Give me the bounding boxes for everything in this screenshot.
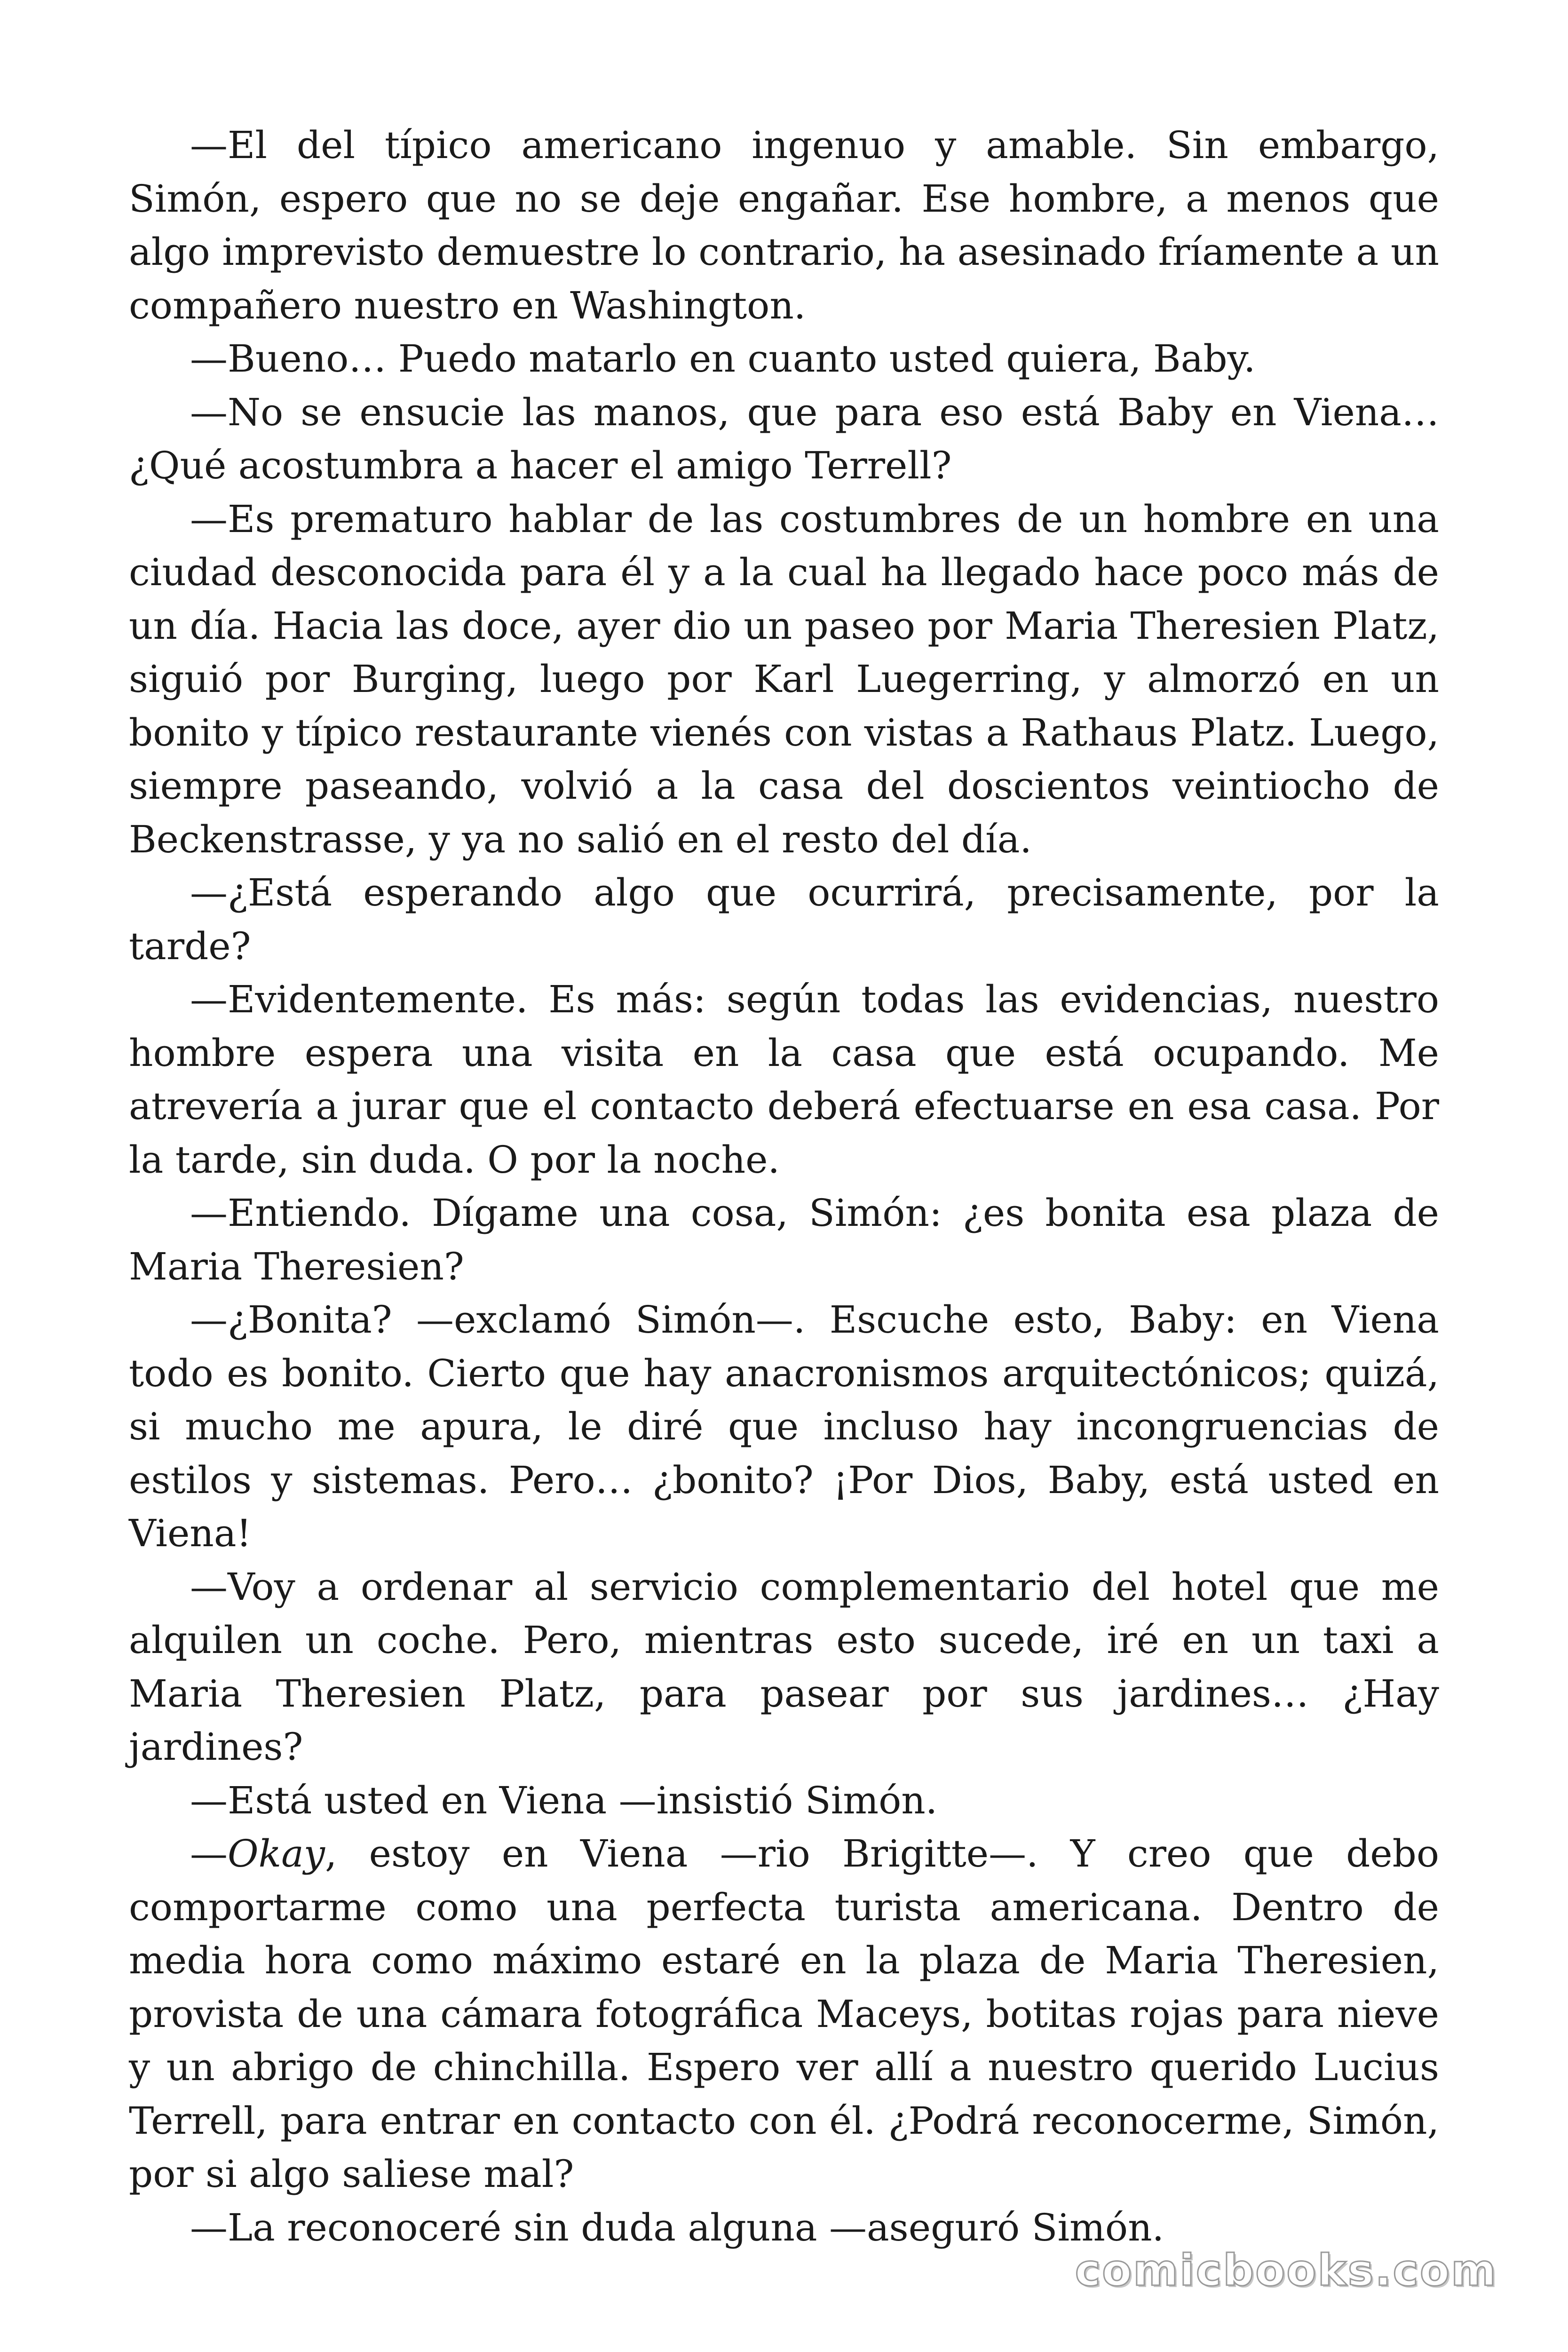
paragraph-7: —Entiendo. Dígame una cosa, Simón: ¿es bonita esa plaza de Maria Theresien? [129,1191,1439,1288]
paragraph-11 [129,1827,1439,2201]
page-body [129,119,1439,2254]
paragraph-1: —El del típico americano ingenuo y amable. Sin embargo, Simón, espero que no se deje engañar. Ese hombre, a menos que algo imprevisto demuestre lo contrario, ha asesinado fríamente a un compañero nuestro en Washington. [129,123,1439,327]
paragraph-11-dash: — [190,1832,228,1875]
paragraph-4: —Es prematuro hablar de las costumbres de un hombre en una ciudad desconocida para él y a la cual ha llegado hace poco más de un día. Hacia las doce, ayer dio un paseo por Maria Theresien Platz, siguió por Burging, luego por Karl Luegerring, y almorzó en un bonito y típico restaurante vienés con vistas a Rathaus Platz. Luego, siempre paseando, volvió a la casa del doscientos veintiocho de Beckenstrasse, y ya no salió en el resto del día. [129,497,1439,861]
paragraph-3: —No se ensucie las manos, que para eso está Baby en Viena… ¿Qué acostumbra a hacer el amigo Terrell? [129,390,1439,487]
paragraph-10: —Está usted en Viena —insistió Simón. [190,1778,938,1822]
paragraph-11-italic: Okay [228,1832,325,1875]
paragraph-8: —¿Bonita? —exclamó Simón—. Escuche esto, Baby: en Viena todo es bonito. Cierto que hay anacronismos arquitectónicos; quizá, si mucho me apura, le diré que incluso hay incongruencias de estilos y sistemas. Pero… ¿bonito? ¡Por Dios, Baby, está usted en Viena! [129,1298,1439,1555]
paragraph-2: —Bueno… Puedo matarlo en cuanto usted quiera, Baby. [190,337,1256,381]
paragraph-11-rest: , estoy en Viena —rio Brigitte—. Y creo que debo comportarme como una perfecta turista americana. Dentro de media hora como máximo estaré en la plaza de Maria Theresien, provista de una cámara fotográfica Maceys, botitas rojas para nieve y un abrigo de chinchilla. Espero ver allí a nuestro querido Lucius Terrell, para entrar en contacto con él. ¿Podrá reconocerme, Simón, por si algo saliese mal? [129,1832,1439,2196]
watermark-logo: comicbooks.com [1075,2245,1497,2296]
paragraph-12: —La reconoceré sin duda alguna —aseguró Simón. [190,2205,1164,2249]
paragraph-6: —Evidentemente. Es más: según todas las evidencias, nuestro hombre espera una visita en la casa que está ocupando. Me atrevería a jurar que el contacto deberá efectuarse en esa casa. Por la tarde, sin duda. O por la noche. [129,977,1439,1182]
paragraph-9: —Voy a ordenar al servicio complementario del hotel que me alquilen un coche. Pero, mientras esto sucede, iré en un taxi a Maria Theresien Platz, para pasear por sus jardines… ¿Hay jardines? [129,1565,1439,1769]
paragraph-5: —¿Está esperando algo que ocurrirá, precisamente, por la tarde? [129,871,1439,968]
